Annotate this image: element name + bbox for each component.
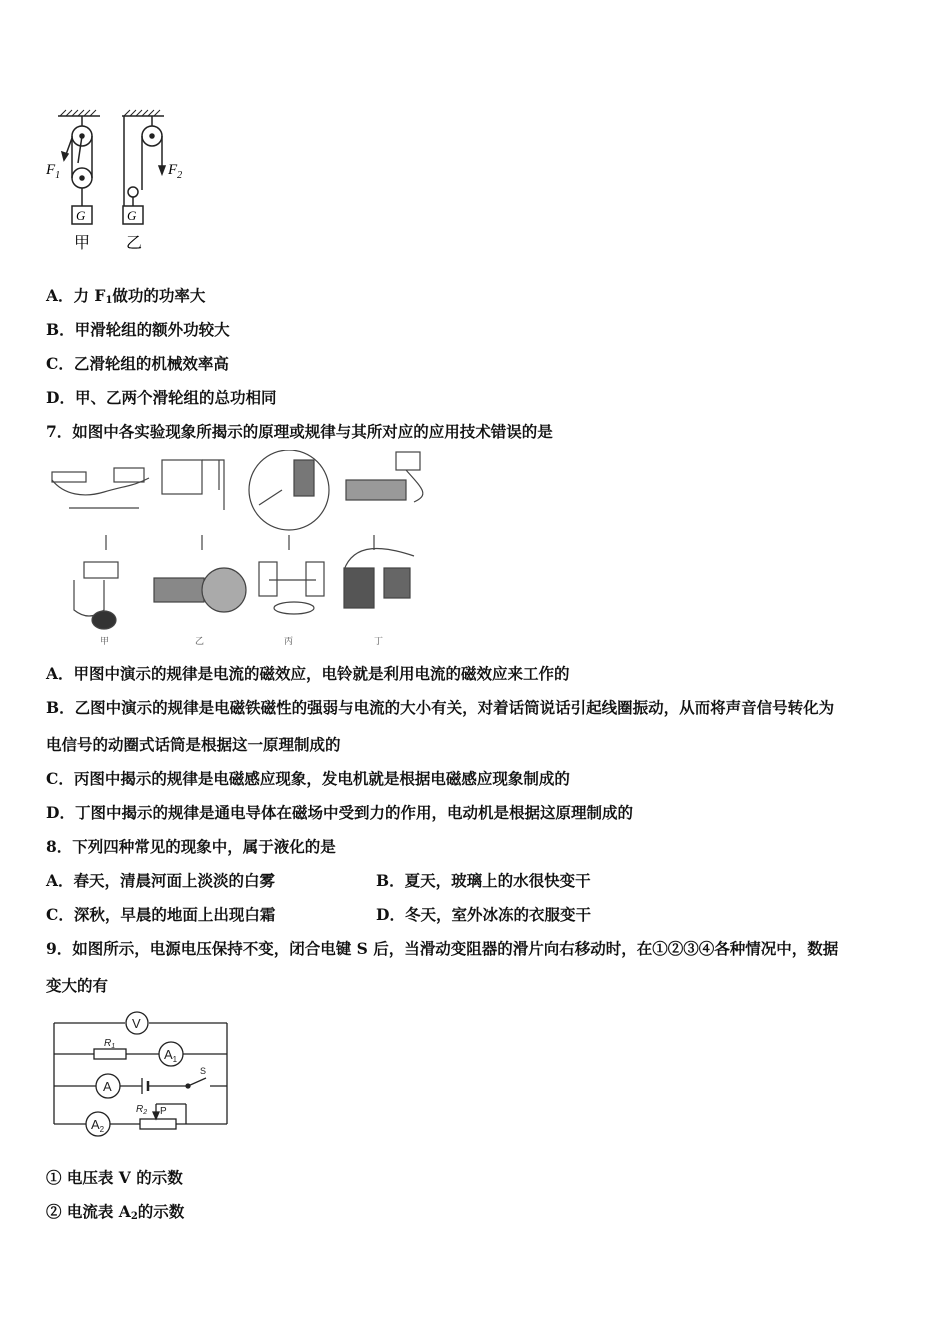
experiment-label-4: 丁 xyxy=(374,637,384,647)
q9-item-2: ② 电流表 $A_2$的示数 xyxy=(46,1202,185,1222)
q9-stem-line2: 变大的有 xyxy=(46,976,109,995)
switch-label: S xyxy=(200,1066,207,1076)
pulley-figure xyxy=(40,108,200,258)
ammeter-a-label: A xyxy=(103,1079,112,1094)
q6-option-c: C．乙滑轮组的机械效率高 xyxy=(46,354,229,373)
q7-option-b-line1: B．乙图中演示的规律是电磁铁磁性的强弱与电流的大小有关，对着话筒说话引起线圈振动，从而将声音信号转化为 xyxy=(46,698,835,717)
ammeter-a1-label: A xyxy=(164,1047,173,1062)
svg-text:F2 xyxy=(167,162,182,181)
resistor-r1-sub: 1 xyxy=(111,1043,116,1050)
weight-right: G xyxy=(127,208,137,223)
q9-item-1: ① 电压表 V 的示数 xyxy=(46,1168,183,1187)
q8-option-c: C．深秋，早晨的地面上出现白霜 xyxy=(46,905,276,924)
figure-label-left: 甲 xyxy=(74,233,91,252)
q8-option-a: A．春天，清晨河面上淡淡的白雾 xyxy=(46,871,276,890)
weight-left: G xyxy=(76,208,86,223)
resistor-r2-sub: 2 xyxy=(143,1109,148,1116)
figure-label-right: 乙 xyxy=(126,233,143,252)
resistor-r2-label: R xyxy=(136,1104,144,1115)
q7-option-c: C．丙图中揭示的规律是电磁感应现象，发电机就是根据电磁感应现象制成的 xyxy=(46,769,570,788)
f1-label: F xyxy=(46,162,56,178)
ammeter-a1-sub: 1 xyxy=(172,1055,178,1064)
q7-option-d: D．丁图中揭示的规律是通电导体在磁场中受到力的作用，电动机是根据这原理制成的 xyxy=(46,803,633,822)
q9-stem-line1: 9．如图所示，电源电压保持不变，闭合电键 S 后，当滑动变阻器的滑片向右移动时，在①②③④各种情况中，数据 xyxy=(46,939,839,958)
resistor-r1-label: R xyxy=(104,1038,112,1049)
svg-text:R2 xyxy=(136,1104,147,1116)
experiment-label-2: 乙 xyxy=(195,637,205,647)
q7-stem: 7．如图中各实验现象所揭示的原理或规律与其所对应的应用技术错误的是 xyxy=(46,422,553,441)
experiment-figure xyxy=(44,450,440,650)
slider-label: P xyxy=(160,1106,167,1117)
q6-option-d: D．甲、乙两个滑轮组的总功相同 xyxy=(46,388,277,407)
voltmeter-label: V xyxy=(132,1016,141,1031)
q8-stem: 8．下列四种常见的现象中，属于液化的是 xyxy=(46,837,336,856)
f2-sub: 2 xyxy=(177,170,183,181)
q7-option-a: A．甲图中演示的规律是电流的磁效应，电铃就是利用电流的磁效应来工作的 xyxy=(46,664,570,683)
q6-option-b: B．甲滑轮组的额外功较大 xyxy=(46,320,230,339)
ammeter-a2-label: A xyxy=(91,1117,100,1132)
f1-sub: 1 xyxy=(55,170,61,181)
experiment-label-3: 丙 xyxy=(284,637,294,647)
svg-text:R1 xyxy=(104,1038,115,1050)
q7-option-b-line2: 电信号的动圈式话筒是根据这一原理制成的 xyxy=(46,735,341,754)
f2-label: F xyxy=(168,162,178,178)
q8-option-d: D．冬天，室外冰冻的衣服变干 xyxy=(376,905,591,924)
experiment-label-1: 甲 xyxy=(100,637,110,647)
svg-text:F1 xyxy=(45,162,60,181)
q8-option-b: B．夏天，玻璃上的水很快变干 xyxy=(376,871,591,890)
ammeter-a2-sub: 2 xyxy=(99,1125,105,1134)
circuit-diagram xyxy=(44,1008,240,1140)
q6-option-a: A．力 $F_1$做功的功率大 xyxy=(46,286,206,306)
